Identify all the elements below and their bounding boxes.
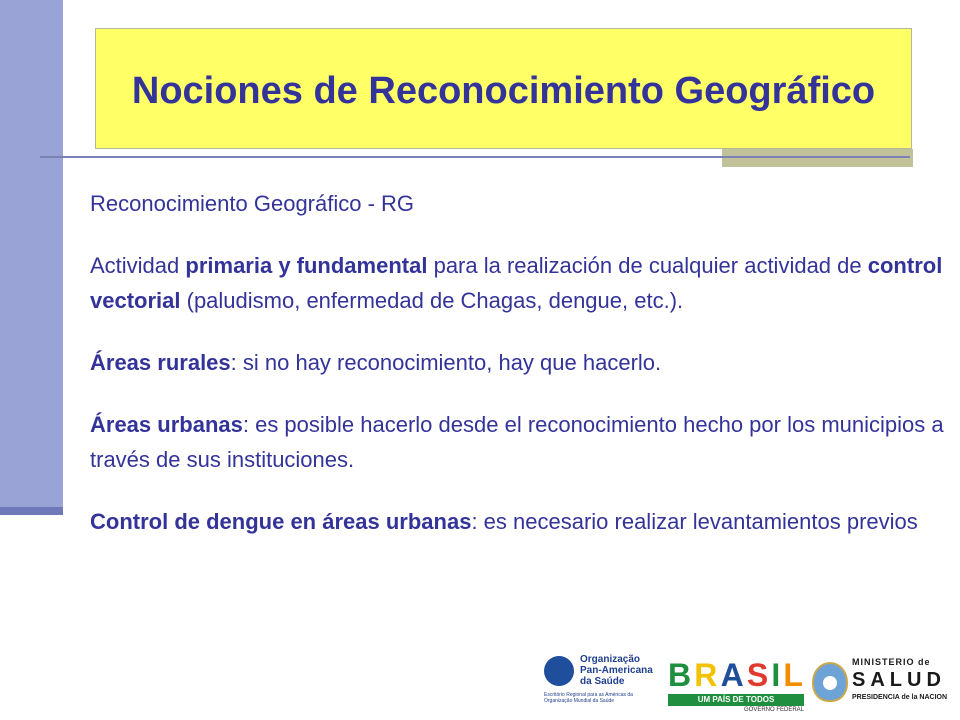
opas-name-line: Organização	[580, 654, 641, 665]
ministerio-salud-logo	[812, 656, 950, 714]
paragraph-dengue-text: : es necesario realizar levantamientos previos	[471, 509, 918, 534]
salud-label: SALUD	[852, 669, 946, 691]
opas-logo	[540, 652, 662, 714]
paragraph-activity-text-3: (paludismo, enfermedad de Chagas, dengue, etc.).	[180, 288, 684, 313]
paragraph-activity-text-2: para la realización de cualquier actividad de	[427, 253, 868, 278]
ministerio-label: MINISTERIO de	[852, 657, 931, 667]
paragraph-urban-bold: Áreas urbanas	[90, 412, 243, 437]
paragraph-urban	[90, 407, 950, 477]
paragraph-activity-text-1: Actividad	[90, 253, 186, 278]
opas-name-line: da Saúde	[580, 676, 625, 687]
brasil-letter: R	[694, 657, 719, 693]
slide-body	[90, 186, 950, 539]
brasil-logo	[668, 658, 804, 714]
paragraph-dengue-bold: Control de dengue en áreas urbanas	[90, 509, 472, 534]
brasil-letter: B	[668, 657, 693, 693]
opas-subtitle-line: Organização Mundial da Saúde	[544, 698, 615, 704]
sponsor-logos	[540, 652, 950, 714]
opas-subtitle	[544, 692, 662, 704]
brasil-letter: S	[746, 657, 770, 693]
coat-of-arms-icon	[812, 662, 848, 702]
left-accent-bar-edge	[0, 507, 63, 515]
opas-subtitle-line: Escritório Regional para as Américas da	[544, 692, 633, 698]
paragraph-activity-bold-1: primaria y fundamental	[185, 253, 428, 278]
globe-icon	[544, 656, 574, 686]
paragraph-activity	[90, 248, 950, 318]
paragraph-activity-bold-2: control vectorial	[90, 253, 943, 313]
brasil-tagline: UM PAÍS DE TODOS	[668, 694, 804, 706]
left-accent-bar	[0, 0, 63, 512]
paragraph-urban-text: : es posible hacerlo desde el reconocimiento hecho por los municipios a través de sus instituciones.	[90, 412, 944, 472]
brasil-letter: L	[783, 657, 804, 693]
body-heading: Reconocimiento Geográfico - RG	[90, 191, 415, 216]
title-box	[95, 28, 912, 149]
title-divider	[40, 156, 910, 158]
opas-name-line: Pan-Americana	[580, 665, 653, 676]
paragraph-rural	[90, 345, 950, 380]
brasil-government-label: GOVERNO FEDERAL	[743, 707, 804, 713]
slide-title: Nociones de Reconocimiento Geográfico	[131, 70, 876, 112]
brasil-letter: A	[720, 657, 745, 693]
opas-name	[580, 654, 662, 687]
brasil-wordmark	[668, 658, 804, 692]
brasil-letter: I	[771, 657, 782, 693]
paragraph-dengue	[90, 504, 950, 539]
presidencia-label: PRESIDENCIA de la NACION	[852, 694, 948, 701]
paragraph-rural-bold: Áreas rurales	[90, 350, 231, 375]
paragraph-rural-text: : si no hay reconocimiento, hay que hacerlo.	[230, 350, 662, 375]
title-box-shadow	[722, 149, 913, 167]
